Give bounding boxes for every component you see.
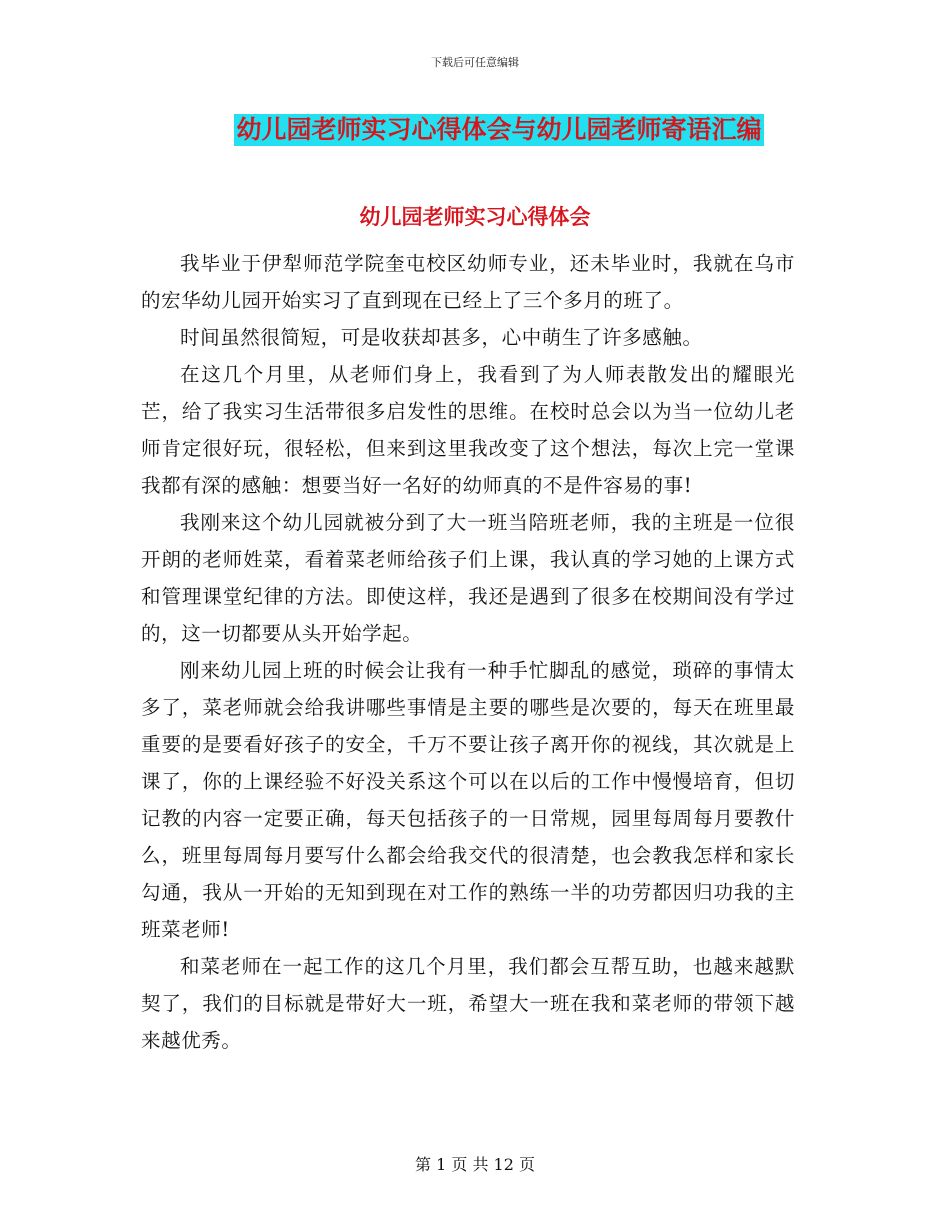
footer-prefix: 第 bbox=[414, 1155, 431, 1174]
header-note: 下载后可任意编辑 bbox=[431, 56, 519, 69]
document-title-container bbox=[0, 114, 950, 146]
paragraph: 刚来幼儿园上班的时候会让我有一种手忙脚乱的感觉，琐碎的事情太多了，菜老师就会给我讲哪些事情是主要的哪些是次要的，每天在班里最重要的是要看好孩子的安全，千万不要让孩子离开你的视线，其次就是上课了，你的上课经验不好没关系这个可以在以后的工作中慢慢培育，但切记教的内容一定要正确，每天包括孩子的一日常规，园里每周每月要教什么，班里每周每月要写什么都会给我交代的很清楚，也会教我怎样和家长勾通，我从一开始的无知到现在对工作的熟练一半的功劳都因归功我的主班菜老师! bbox=[141, 659, 795, 941]
paragraph: 在这几个月里，从老师们身上，我看到了为人师表散发出的耀眼光芒，给了我实习生活带很多启发性的思维。在校时总会以为当一位幼儿老师肯定很好玩，很轻松，但来到这里我改变了这个想法，每次上完一堂课我都有深的感触：想要当好一名好的幼师真的不是件容易的事! bbox=[141, 363, 795, 497]
paragraph: 和菜老师在一起工作的这几个月里，我们都会互帮互助，也越来越默契了，我们的目标就是带好大一班，希望大一班在我和菜老师的带领下越来越优秀。 bbox=[141, 955, 795, 1052]
document-title: 幼儿园老师实习心得体会与幼儿园老师寄语汇编 bbox=[236, 115, 762, 144]
paragraph: 我刚来这个幼儿园就被分到了大一班当陪班老师，我的主班是一位很开朗的老师姓菜，看着菜老师给孩子们上课，我认真的学习她的上课方式和管理课堂纪律的方法。即使这样，我还是遇到了很多在校期间没有学过的，这一切都要从头开始学起。 bbox=[141, 511, 795, 645]
document-body bbox=[141, 245, 795, 1059]
footer-suffix: 页 bbox=[519, 1155, 536, 1174]
footer-current-page: 1 bbox=[436, 1155, 447, 1174]
paragraph: 时间虽然很简短，可是收获却甚多，心中萌生了许多感触。 bbox=[180, 326, 703, 349]
footer-total-pages: 12 bbox=[493, 1155, 514, 1174]
page-footer bbox=[0, 1152, 950, 1175]
footer-middle: 页 共 bbox=[451, 1155, 489, 1174]
paragraph: 我毕业于伊犁师范学院奎屯校区幼师专业，还未毕业时，我就在乌市的宏华幼儿园开始实习了直到现在已经上了三个多月的班了。 bbox=[141, 252, 795, 312]
section-title: 幼儿园老师实习心得体会 bbox=[359, 205, 591, 229]
